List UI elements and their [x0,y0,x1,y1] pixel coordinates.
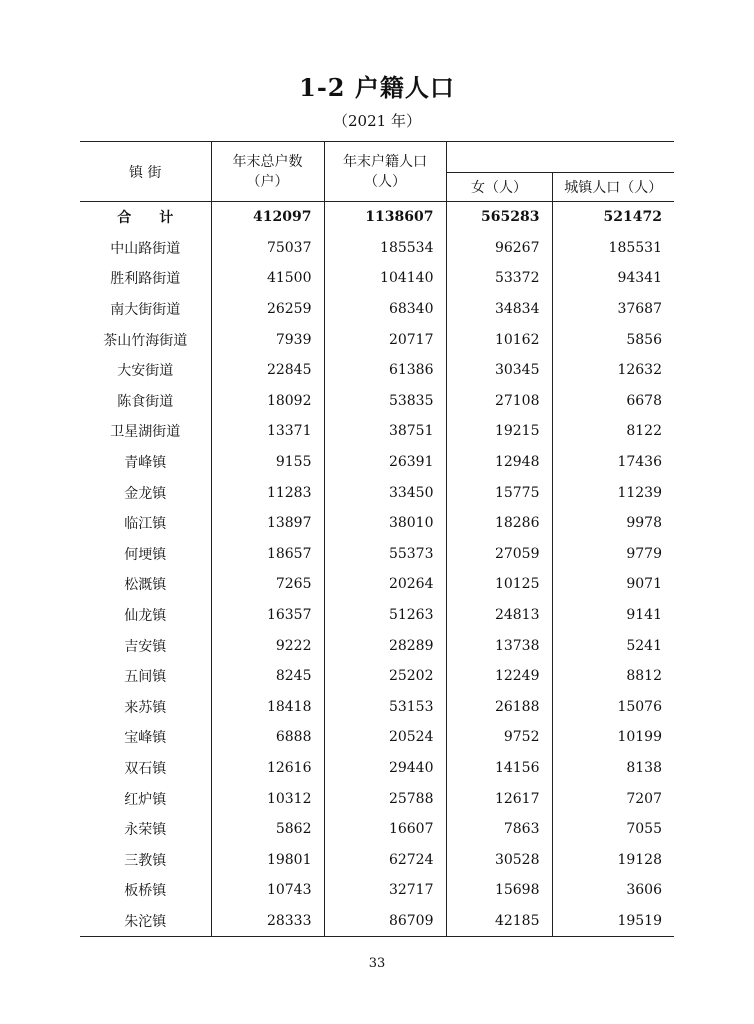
town-name: 中山路街道 [80,233,211,264]
population-value: 20717 [324,324,446,355]
households-value: 7939 [211,324,324,355]
female-value: 96267 [446,233,552,264]
table-row [80,233,674,264]
urban-value: 6678 [626,392,662,409]
town-name: 大安街道 [80,355,211,386]
population-value: 185534 [324,233,446,264]
table-row [80,814,674,845]
town-name: 红炉镇 [80,783,211,814]
town-name: 宝峰镇 [80,722,211,753]
population-value: 104140 [324,263,446,294]
population-value: 20524 [324,722,446,753]
female-value: 27059 [446,539,552,570]
households-value: 28333 [211,906,324,937]
table-row [80,875,674,906]
households-value: 7265 [211,569,324,600]
female-value: 26188 [446,692,552,723]
female-value: 13738 [446,630,552,661]
households-value: 18418 [211,692,324,723]
population-value: 38751 [324,416,446,447]
households-value: 18092 [211,386,324,417]
households-value: 9155 [211,447,324,478]
female-value: 42185 [446,906,552,937]
header-blank-cell [446,142,674,173]
households-value: 19801 [211,844,324,875]
town-name: 临江镇 [80,508,211,539]
town-name: 卫星湖街道 [80,416,211,447]
female-value: 15698 [446,875,552,906]
households-value: 11283 [211,477,324,508]
female-value: 34834 [446,294,552,325]
page-subtitle-year: （2021 年） [333,112,421,130]
population-value: 55373 [324,539,446,570]
female-value: 19215 [446,416,552,447]
urban-value: 12632 [617,362,662,379]
households-value: 12616 [211,753,324,784]
female-value: 9752 [446,722,552,753]
table-row [80,844,674,875]
table-row [80,324,674,355]
female-value: 30345 [446,355,552,386]
female-value: 10162 [446,324,552,355]
header-registered-population-line2: （人） [364,173,406,190]
urban-value: 3606 [626,882,662,899]
households-value: 18657 [211,539,324,570]
urban-value: 19519 [552,906,674,937]
female-value: 14156 [446,753,552,784]
total-urban: 521472 [552,202,674,233]
urban-value: 7055 [626,821,662,838]
header-urban-population: 城镇人口（人） [552,173,674,202]
female-value: 12948 [446,447,552,478]
female-value: 27108 [446,386,552,417]
households-value: 5862 [211,814,324,845]
population-value: 61386 [324,355,446,386]
female-value: 15775 [446,477,552,508]
table-row [80,386,674,417]
population-value: 25202 [324,661,446,692]
households-value: 26259 [211,294,324,325]
urban-value: 9779 [626,545,662,562]
female-value: 7863 [446,814,552,845]
urban-value: 17436 [617,454,662,471]
female-value: 10125 [446,569,552,600]
town-name: 陈食街道 [80,386,211,417]
table-row [80,906,674,937]
table-row [80,630,674,661]
urban-value: 9141 [626,607,662,624]
header-total-households [211,142,324,202]
households-value: 8245 [211,661,324,692]
town-name: 永荣镇 [80,814,211,845]
urban-value: 11239 [617,484,662,501]
households-value: 6888 [211,722,324,753]
table-row [80,355,674,386]
town-name: 松溉镇 [80,569,211,600]
town-name: 仙龙镇 [80,600,211,631]
table-row [80,600,674,631]
population-value: 25788 [324,783,446,814]
header-female: 女（人） [446,173,552,202]
population-value: 86709 [324,906,446,937]
population-value: 26391 [324,447,446,478]
households-value: 13897 [211,508,324,539]
table-row [80,692,674,723]
urban-value: 37687 [617,301,662,318]
town-name: 南大街街道 [80,294,211,325]
table-row [80,569,674,600]
header-town-street: 镇 街 [80,142,211,202]
town-name: 吉安镇 [80,630,211,661]
total-female: 565283 [446,202,552,233]
population-value: 51263 [324,600,446,631]
total-population: 1138607 [324,202,446,233]
table-body [80,202,674,937]
population-value: 28289 [324,630,446,661]
header-total-households-line2: （户） [246,173,289,190]
households-value: 13371 [211,416,324,447]
female-value: 30528 [446,844,552,875]
town-name: 板桥镇 [80,875,211,906]
urban-value: 8122 [626,423,662,440]
table-row [80,477,674,508]
households-value: 9222 [211,630,324,661]
urban-value: 5856 [626,331,662,348]
population-value: 29440 [324,753,446,784]
households-value: 75037 [211,233,324,264]
total-households: 412097 [211,202,324,233]
town-name: 三教镇 [80,844,211,875]
table-row [80,263,674,294]
population-value: 20264 [324,569,446,600]
population-value: 32717 [324,875,446,906]
urban-value: 7207 [626,790,662,807]
population-value: 38010 [324,508,446,539]
household-population-table [80,141,674,937]
population-value: 33450 [324,477,446,508]
table-row [80,753,674,784]
female-value: 18286 [446,508,552,539]
table-row-total [80,202,674,233]
table-row [80,294,674,325]
urban-value: 9978 [626,515,662,532]
households-value: 41500 [211,263,324,294]
town-name: 金龙镇 [80,477,211,508]
female-value: 24813 [446,600,552,631]
urban-value: 94341 [617,270,662,287]
households-value: 22845 [211,355,324,386]
table-row [80,722,674,753]
female-value: 53372 [446,263,552,294]
households-value: 10312 [211,783,324,814]
population-value: 62724 [324,844,446,875]
urban-value: 15076 [617,698,662,715]
population-value: 68340 [324,294,446,325]
households-value: 16357 [211,600,324,631]
female-value: 12617 [446,783,552,814]
table-row [80,447,674,478]
town-name: 何埂镇 [80,539,211,570]
population-value: 16607 [324,814,446,845]
town-name: 茶山竹海街道 [80,324,211,355]
population-value: 53153 [324,692,446,723]
town-name: 胜利路街道 [80,263,211,294]
female-value: 12249 [446,661,552,692]
table-row [80,508,674,539]
population-value: 53835 [324,386,446,417]
town-name: 双石镇 [80,753,211,784]
town-name: 来苏镇 [80,692,211,723]
header-total-households-line1: 年末总户数 [232,153,303,170]
urban-value: 8812 [626,668,662,685]
town-name: 朱沱镇 [80,906,211,937]
urban-value: 9071 [626,576,662,593]
table-row [80,783,674,814]
urban-value: 5241 [626,637,662,654]
urban-value: 19128 [617,851,662,868]
page-title: 1-2 户籍人口 [299,73,455,102]
urban-value: 10199 [617,729,662,746]
town-name: 青峰镇 [80,447,211,478]
urban-value: 8138 [626,759,662,776]
table-row [80,416,674,447]
page-number: 33 [368,956,386,971]
table-row [80,661,674,692]
town-name: 五间镇 [80,661,211,692]
total-label: 合计 [80,202,211,233]
header-registered-population-line1: 年末户籍人口 [343,153,427,170]
urban-value: 185531 [608,239,662,256]
table-row [80,539,674,570]
households-value: 10743 [211,875,324,906]
header-registered-population [324,142,446,202]
